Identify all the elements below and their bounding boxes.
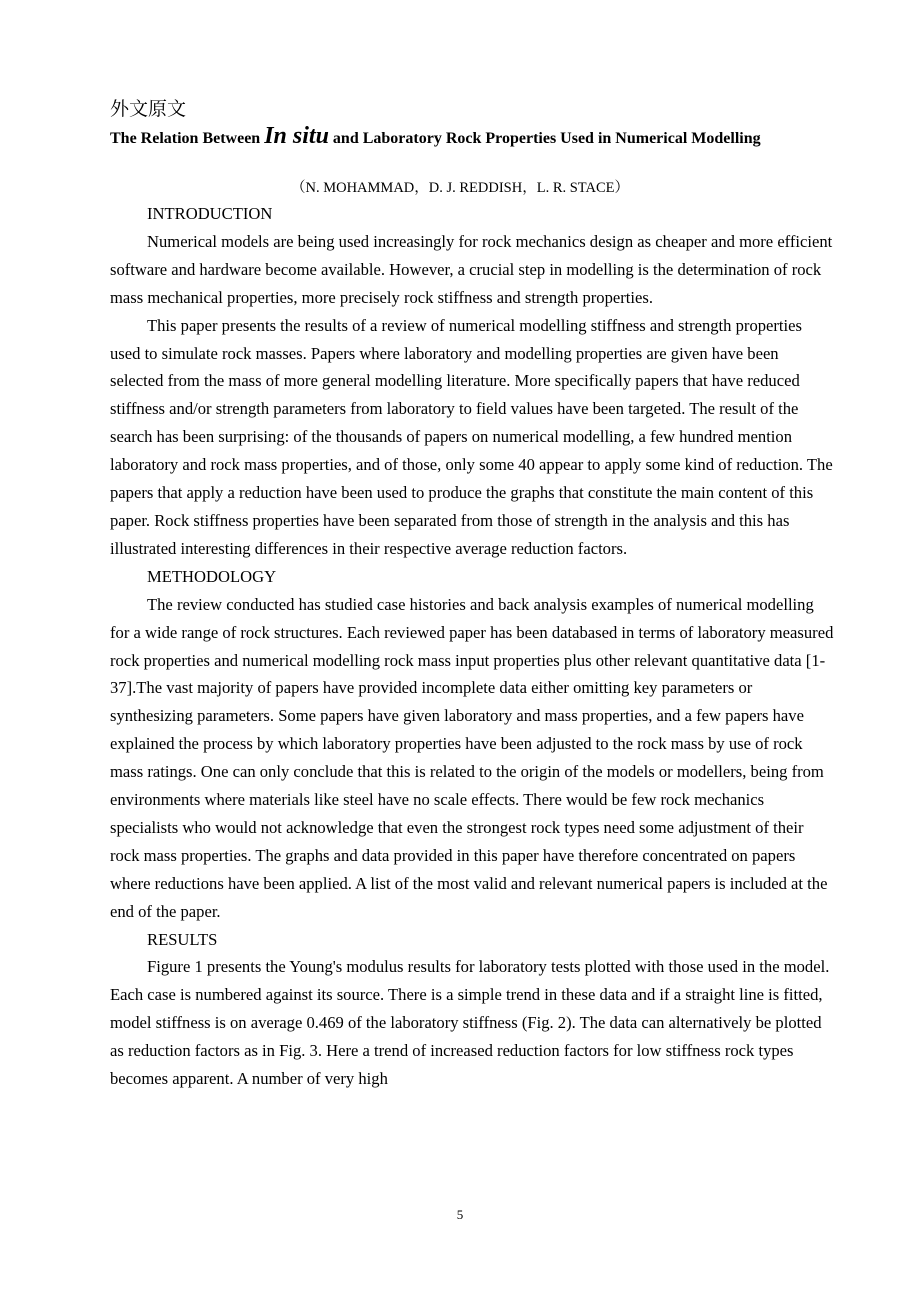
heading-introduction: INTRODUCTION: [147, 204, 273, 223]
page-number: 5: [456, 1207, 464, 1222]
paragraph-introduction-1: Numerical models are being used increasingly for rock mechanics design as cheaper and more efficient software and hardware become available. However, a crucial step in modelling is the determination of rock mass mechanical properties, more precisely rock stiffness and strength properties.: [110, 231, 833, 307]
heading-methodology: METHODOLOGY: [147, 566, 277, 586]
title-emphasis: In situ: [264, 123, 329, 149]
paragraph-introduction-2: This paper presents the results of a review of numerical modelling stiffness and strength properties used to simulate rock masses. Papers where laboratory and modelling properties are given have been selected from the mass of more general modelling literature. More specifically papers that have reduced stiffness and/or strength parameters from laboratory to field values have been targeted. The result of the search has been surprising: of the thousands of papers on numerical modelling, a few hundred mention laboratory and rock mass properties, and of those, only some 40 appear to apply some kind of reduction. The papers that apply a reduction have been used to produce the graphs that constitute the main content of this paper. Rock stiffness properties have been separated from those of strength in the analysis and this has illustrated interesting differences in their respective average reduction factors.: [110, 315, 833, 558]
title-part-1: The Relation Between: [110, 130, 265, 147]
heading-results: RESULTS: [147, 929, 218, 949]
paper-body: [110, 200, 834, 1093]
title-part-2: and Laboratory Rock Properties Used in Numerical Modelling: [328, 130, 761, 147]
paper-authors: （N. MOHAMMAD，D. J. REDDISH，L. R. STACE）: [291, 180, 629, 196]
paragraph-methodology-1: The review conducted has studied case histories and back analysis examples of numerical modelling for a wide range of rock structures. Each reviewed paper has been databased in terms of laboratory measured rock properties and numerical modelling rock mass input properties plus other relevant quantitative data [1-37].The vast majority of papers have provided incomplete data either omitting key parameters or synthesizing parameters. Some papers have given laboratory and mass properties, and a few papers have explained the process by which laboratory properties have been adjusted to the rock mass by use of rock mass ratings. One can only conclude that this is related to the origin of the models or modellers, being from environments where materials like steel have no scale effects. There would be few rock mechanics specialists who would not acknowledge that even the strongest rock types need some adjustment of their rock mass properties. The graphs and data provided in this paper have therefore concentrated on papers where reductions have been applied. A list of the most valid and relevant numerical papers is included at the end of the paper.: [110, 594, 834, 921]
paragraph-results-1: Figure 1 presents the Young's modulus results for laboratory tests plotted with those used in the model. Each case is numbered against its source. There is a simple trend in these data and if a straight line is fitted, model stiffness is on average 0.469 of the laboratory stiffness (Fig. 2). The data can alternatively be plotted as reduction factors as in Fig. 3. Here a trend of increased reduction factors for low stiffness rock types becomes apparent. A number of very high: [110, 957, 830, 1089]
document-label: 外文原文: [110, 98, 187, 120]
paper-title: [110, 122, 838, 153]
